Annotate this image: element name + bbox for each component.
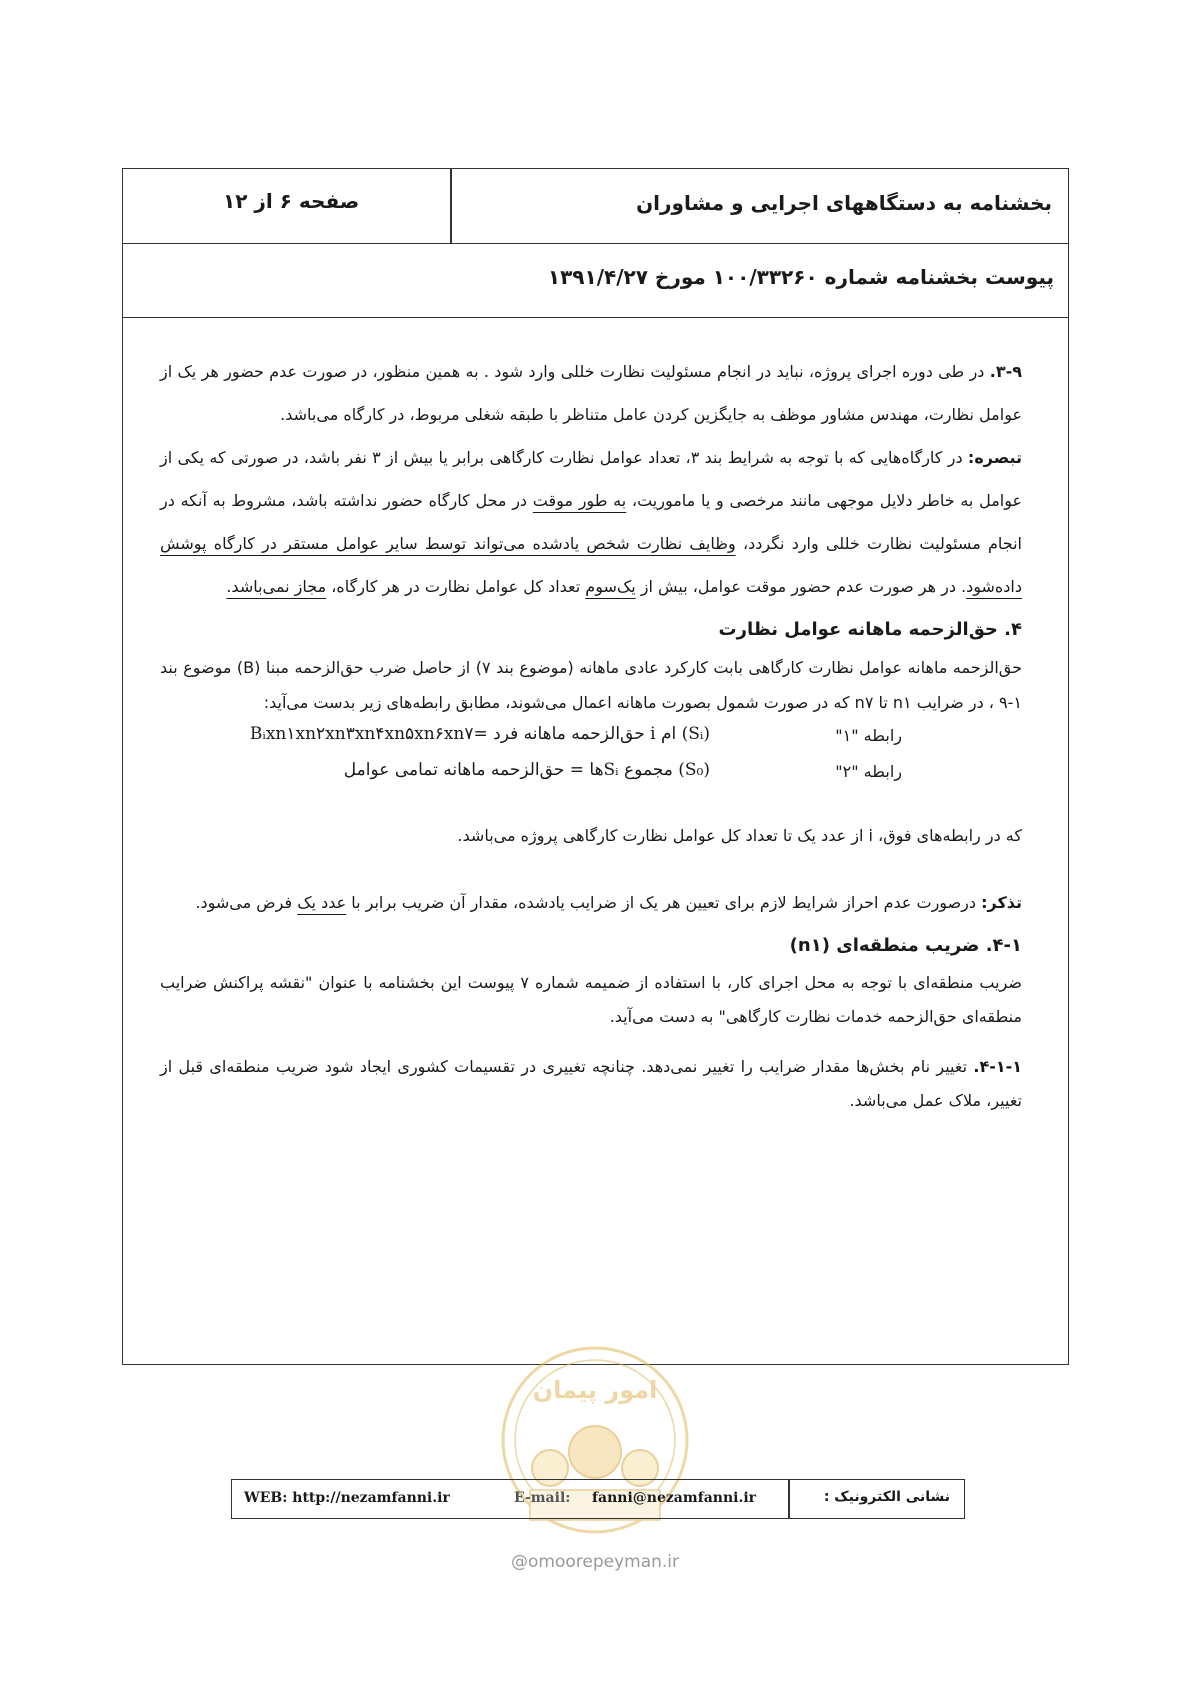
section-3-9-text: در طی دوره اجرای پروژه، نباید در انجام مسئولیت نظارت خللی وارد شود . به همین منظور، در صورت عدم حضور هر یک از عوامل نظارت، مهندس مشاور موظف به جایگزین کردن عامل متناظر با طبقه شغلی مربوط، در کارگاه می‌باشد. — [160, 362, 1022, 424]
reminder-text-1: درصورت عدم احراز شرایط لازم برای تعیین هر یک از ضرایب یادشده، مقدار آن ضریب برابر با — [346, 893, 976, 912]
section-4-1-heading: ۴-۱. ضریب منطقه‌ای (n۱) — [789, 935, 1022, 956]
formula-2 — [160, 756, 1022, 792]
attachment-title: پیوست بخشنامه شماره ۱۰۰/۳۳۲۶۰ مورخ ۱۳۹۱/۴/۲۷ — [547, 265, 1054, 289]
site-credit: @omoorepeyman.ir — [510, 1552, 680, 1572]
section-4-1-1-number: ۴-۱-۱. — [973, 1057, 1023, 1076]
section-3-9 — [160, 350, 1022, 436]
note-paragraph — [160, 436, 1022, 608]
note-text-4: تعداد کل عوامل نظارت در هر کارگاه، — [326, 577, 586, 596]
header-divider — [450, 169, 452, 243]
footer-email-label: E-mail: — [514, 1490, 571, 1506]
footer-contact-box — [231, 1479, 965, 1519]
footer-divider — [788, 1480, 790, 1518]
section-4-heading: ۴. حق‌الزحمه ماهانه عوامل نظارت — [718, 619, 1022, 640]
reminder-text-2: فرض می‌شود. — [195, 893, 298, 912]
footer-label: نشانی الکترونیک : — [823, 1489, 950, 1505]
header-title: بخشنامه به دستگاههای اجرایی و مشاوران — [636, 191, 1052, 215]
note-text-1: در کارگاه‌هایی که با توجه به شرایط بند ۳، تعداد عوامل نظارت کارگاهی برابر یا بیش از ۳ نفر باشد، در صورتی که یکی از عوامل به خاطر دلایل موجهی مانند مرخصی و یا ماموریت، — [160, 448, 1023, 510]
section-4-after: که در رابطه‌های فوق، i از عدد یک تا تعداد کل عوامل نظارت کارگاهی پروژه می‌باشد. — [457, 826, 1022, 845]
formula-1-label: رابطه "۱" — [835, 726, 902, 745]
note-underline-3: یک‌سوم — [585, 577, 636, 596]
formula-1 — [160, 720, 1022, 756]
reminder-label: تذکر: — [981, 893, 1022, 912]
note-underline-2: وظایف نظارت شخص یادشده می‌تواند توسط سایر عوامل مستقر در کارگاه پوشش داده‌شود — [160, 534, 1022, 596]
watermark-text: امور پیمان — [532, 1376, 658, 1404]
footer-web[interactable]: WEB: http://nezamfanni.ir — [244, 1490, 450, 1506]
note-text-2: در محل کارگاه حضور نداشته باشد، مشروط به آنکه در انجام مسئولیت نظارت خللی وارد نگردد، — [160, 491, 1022, 553]
section-4-1-1-text: تغییر نام بخش‌ها مقدار ضرایب را تغییر نمی‌دهد. چنانچه تغییری در تقسیمات کشوری ایجاد شود ضریب منطقه‌ای قبل از تغییر، ملاک عمل می‌باشد. — [160, 1057, 1022, 1110]
page-number: صفحه ۶ از ۱۲ — [223, 189, 360, 213]
reminder-paragraph — [160, 881, 1022, 924]
section-4-1-text: ضریب منطقه‌ای با توجه به محل اجرای کار، با استفاده از ضمیمه شماره ۷ پیوست این بخشنامه با عنوان "نقشه پراکنش ضرایب منطقه‌ای حق‌الزحمه خدمات نظارت کارگاهی" به دست می‌آید. — [160, 973, 1022, 1026]
note-label: تبصره: — [967, 448, 1023, 467]
document-body — [160, 350, 1022, 1118]
section-4-text: حق‌الزحمه ماهانه عوامل نظارت کارگاهی بابت کارکرد عادی ماهانه (موضوع بند ۷) از حاصل ضرب حق‌الزحمه مبنا (B) موضوع بند ۱-۹ ، در ضرایب n۱ تا n۷ که در صورت شمول بصورت ماهانه اعمال می‌شوند، مطابق رابطه‌های زیر بدست می‌آید: — [160, 658, 1023, 712]
formula-2-expression: (S₀) مجموع Sᵢها = حق‌الزحمه ماهانه تمامی عوامل — [343, 760, 710, 780]
reminder-underline: عدد یک — [297, 893, 347, 912]
note-underline-1: به طور موقت — [532, 491, 627, 510]
section-3-9-number: ۳-۹. — [989, 362, 1022, 381]
note-underline-4: مجاز نمی‌باشد. — [226, 577, 327, 596]
footer-email[interactable]: fanni@nezamfanni.ir — [592, 1490, 757, 1506]
section-4-1-1 — [160, 1050, 1022, 1118]
formula-2-label: رابطه "۲" — [835, 762, 902, 781]
formula-1-expression: (Sᵢ) ام i حق‌الزحمه ماهانه فرد =Bᵢxn۱xn۲xn۳xn۴xn۵xn۶xn۷ — [249, 724, 710, 744]
note-text-3: . در هر صورت عدم حضور موقت عوامل، بیش از — [635, 577, 967, 596]
attachment-row — [123, 243, 1068, 318]
header-row — [123, 169, 1068, 244]
